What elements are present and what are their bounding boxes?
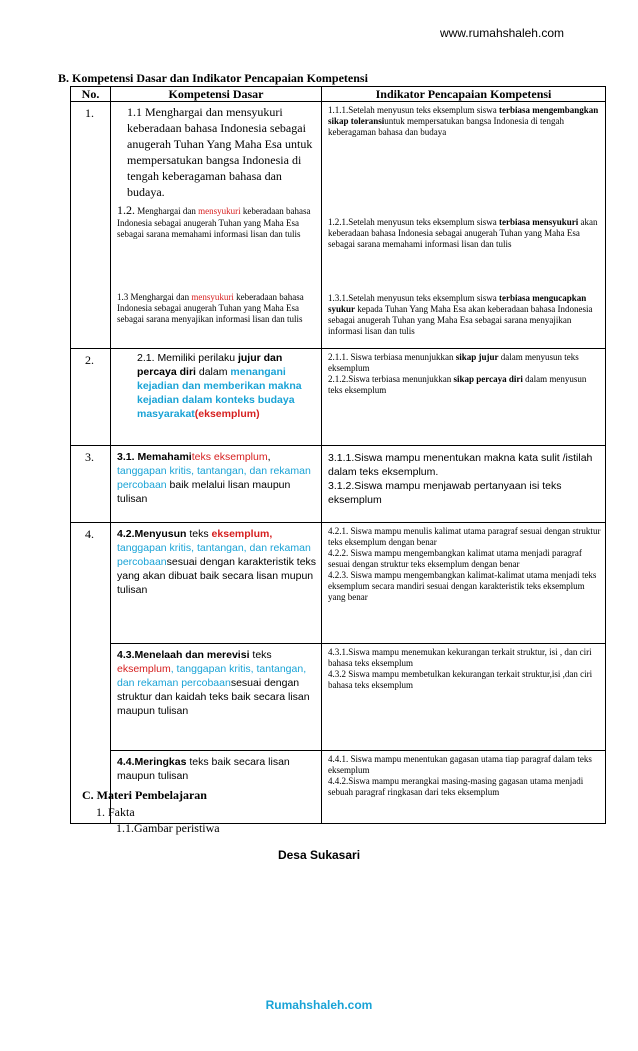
indicator-cell: [322, 446, 606, 523]
row-number: 4.: [71, 523, 111, 824]
table-row: [71, 446, 606, 523]
kd-1-2: 1.2. Menghargai dan mensyukuri keberadaan bahasa Indonesia sebagai anugerah Tuhan yang Maha Esa sebagai sarana memahami informasi lisan dan tulis: [117, 203, 311, 239]
competency-table: [70, 86, 606, 824]
kd-4-4: 4.4.Meringkas teks baik secara lisan maupun tulisan: [117, 756, 290, 782]
place-name: Desa Sukasari: [277, 848, 361, 862]
table-header-row: [71, 87, 606, 102]
indicator-1-1-1: 1.1.1.Setelah menyusun teks eksemplum siswa terbiasa mengembangkan sikap toleransiuntuk mempersatukan bangsa Indonesia di tengah keberagaman bahasa dan budaya: [328, 105, 599, 137]
indicator-2-1-1: 2.1.1. Siswa terbiasa menunjukkan sikap jujur dalam menyusun teks eksemplum: [328, 352, 579, 373]
kd-4-2: 4.2.Menyusun teks eksemplum, tanggapan kritis, tantangan, dan rekaman percobaansesuai dengan karakteristik teks yang akan dibuat baik secara lisan mupun tulisan: [117, 528, 317, 596]
kd-cell: [111, 290, 322, 349]
indicator-cell: [322, 751, 606, 824]
kd-2-1: 2.1. Memiliki perilaku jujur dan percaya diri dalam menangani kejadian dan memberikan makna kejadian dalam konteks budaya masyarakat(eksemplum): [137, 352, 302, 420]
row-number: 1.: [71, 102, 111, 349]
kd-cell: [111, 523, 322, 644]
indicator-2-1-2: 2.1.2.Siswa terbiasa menunjukkan sikap percaya diri dalam menyusun teks eksemplum: [328, 374, 587, 395]
indicator-1-2-1: 1.2.1.Setelah menyusun teks eksemplum siswa terbiasa mensyukuri akan keberadaan bahasa Indonesia sebagai anugerah Tuhan yang Maha Esa sebagai sarana memahami informasi lisan dan tulis: [328, 217, 598, 249]
kd-cell: [111, 200, 322, 290]
indicator-3-1-2: 3.1.2.Siswa mampu menjawab pertanyaan isi teks eksemplum: [328, 480, 562, 506]
indicator-cell: [322, 644, 606, 751]
materi-item: 1. Fakta: [96, 805, 135, 819]
indicator-4-2-3: 4.2.3. Siswa mampu mengembangkan kalimat-kalimat utama menjadi teks eksemplum secara mandiri sesuai dengan karakteristik teks eksemplum yang benar: [328, 570, 597, 602]
website-header: www.rumahshaleh.com: [439, 26, 564, 40]
indicator-1-3-1: 1.3.1.Setelah menyusun teks eksemplum siswa terbiasa mengucapkan syukur kepada Tuhan Yang Maha Esa akan keberadaan bahasa Indonesia sebagai anugerah Tuhan yang Maha Esa sebagai sarana menyajikan informasi lisan dan tulis: [328, 293, 593, 336]
materi-subitem: 1.1.Gambar peristiwa: [116, 821, 220, 835]
table-row: [71, 523, 606, 644]
indicator-4-2-1: 4.2.1. Siswa mampu menulis kalimat utama paragraf sesuai dengan struktur teks eksemplum dengan benar: [328, 526, 601, 547]
kd-4-3: 4.3.Menelaah dan merevisi teks eksemplum, tanggapan kritis, tantangan, dan rekaman percobaansesuai dengan struktur dan kaidah teks baik secara lisan maupun tulisan: [117, 649, 310, 717]
row-number: 2.: [71, 349, 111, 446]
kd-3-1: 3.1. Memahamiteks eksemplum, tanggapan kritis, tantangan, dan rekaman percobaan baik melalui lisan maupun tulisan: [117, 451, 311, 505]
kd-cell: [111, 751, 322, 824]
table-row: [71, 200, 606, 290]
kd-1-3: 1.3 Menghargai dan mensyukuri keberadaan bahasa Indonesia sebagai anugerah Tuhan yang Maha Esa sebagai sarana menyajikan informasi lisan dan tulis: [117, 292, 304, 324]
kd-1-1: 1.1 Menghargai dan mensyukuri keberadaan bahasa Indonesia sebagai anugerah Tuhan Yang Maha Esa untuk mempersatukan bangsa Indonesia di tengah keberagaman bahasa dan budaya.: [127, 105, 313, 199]
table-row: [71, 290, 606, 349]
indicator-3-1-1: 3.1.1.Siswa mampu menentukan makna kata sulit /istilah dalam teks eksemplum.: [328, 452, 593, 478]
section-c-title: C. Materi Pembelajaran: [82, 788, 207, 802]
indicator-cell: [322, 200, 606, 290]
header-indicator: Indikator Pencapaian Kompetensi: [322, 87, 606, 102]
indicator-4-3-2: 4.3.2 Siswa mampu membetulkan kekurangan terkait struktur,isi ,dan ciri bahasa teks eksemplum: [328, 669, 593, 690]
footer-link[interactable]: Rumahshaleh.com: [265, 998, 373, 1012]
kd-cell: [111, 644, 322, 751]
row-number: 3.: [71, 446, 111, 523]
header-kd: Kompetensi Dasar: [111, 87, 322, 102]
table-row: [71, 102, 606, 201]
indicator-cell: [322, 102, 606, 201]
indicator-cell: [322, 349, 606, 446]
kd-cell: [111, 102, 322, 201]
indicator-4-3-1: 4.3.1.Siswa mampu menemukan kekurangan terkait struktur, isi , dan ciri bahasa teks eksemplum: [328, 647, 592, 668]
indicator-cell: [322, 290, 606, 349]
table-row: [71, 349, 606, 446]
indicator-cell: [322, 523, 606, 644]
section-b-title: B. Kompetensi Dasar dan Indikator Pencapaian Kompetensi: [58, 71, 368, 85]
indicator-4-4-2: 4.4.2.Siswa mampu merangkai masing-masing gagasan utama menjadi sebuah paragraf ringkasan dari teks eksemplum: [328, 776, 584, 797]
indicator-4-4-1: 4.4.1. Siswa mampu menentukan gagasan utama tiap paragraf dalam teks eksemplum: [328, 754, 592, 775]
table-row: [71, 644, 606, 751]
kd-cell: [111, 349, 322, 446]
indicator-4-2-2: 4.2.2. Siswa mampu mengembangkan kalimat utama menjadi paragraf sesuai dengan struktur teks eksemplum dengan benar: [328, 548, 582, 569]
kd-text: [117, 104, 317, 200]
header-no: No.: [71, 87, 111, 102]
kd-cell: [111, 446, 322, 523]
table-row: [71, 751, 606, 824]
